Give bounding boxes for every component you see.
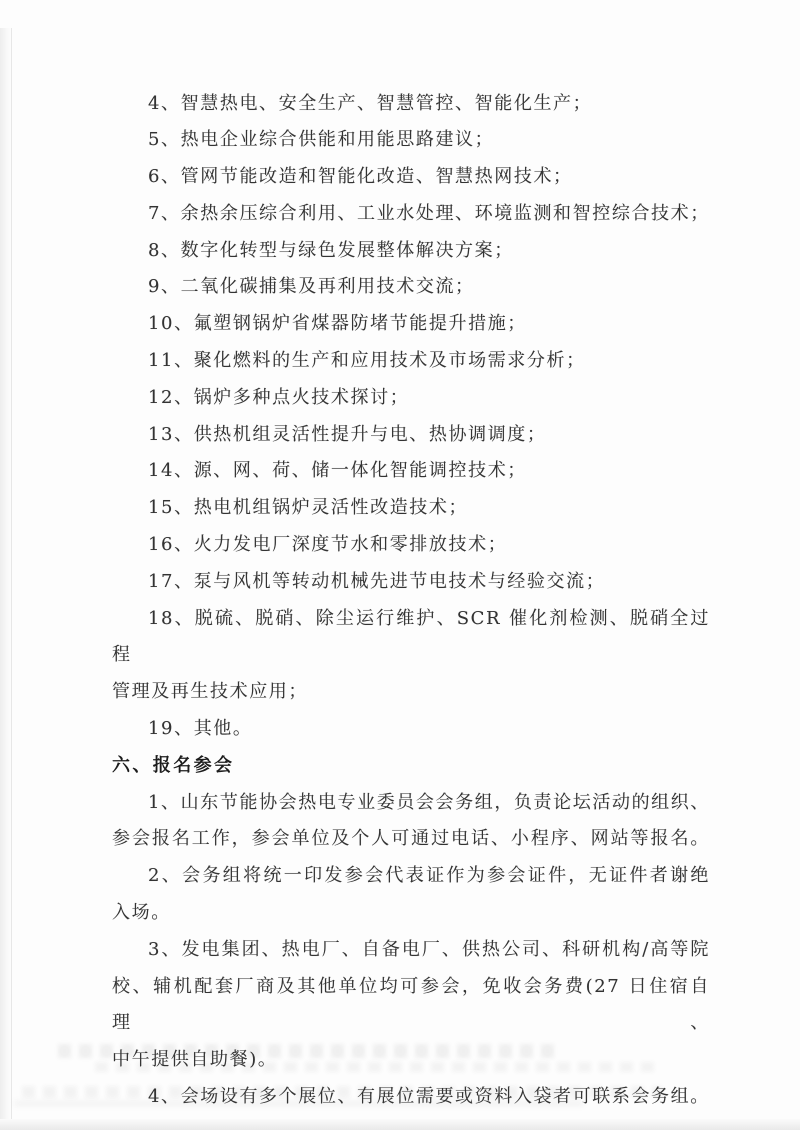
document-line: 中午提供自助餐)。: [112, 1049, 278, 1071]
document-line: 校、辅机配套厂商及其他单位均可参会，免收会务费(27 日住宿自理、: [112, 975, 710, 1034]
document-line: 18、脱硫、脱硝、除尘运行维护、SCR 催化剂检测、脱硝全过程: [112, 607, 710, 666]
document-line: 6、管网节能改造和智能化改造、智慧热网技术；: [148, 166, 573, 188]
document-line: 3、发电集团、热电厂、自备电厂、供热公司、科研机构/高等院: [148, 938, 710, 960]
document-line: 9、二氧化碳捕集及再利用技术交流；: [148, 276, 475, 298]
document-line: 1、山东节能协会热电专业委员会会务组，负责论坛活动的组织、: [148, 791, 710, 813]
scan-edge-left: [0, 28, 12, 1122]
document-line: 17、泵与风机等转动机械先进节电技术与经验交流；: [148, 570, 606, 592]
document-line: 15、热电机组锅炉灵活性改造技术；: [148, 497, 469, 519]
document-line: 入场。: [112, 902, 171, 924]
section-heading: 六、报名参会: [112, 754, 235, 776]
document-line: 8、数字化转型与绿色发展整体解决方案；: [148, 239, 514, 261]
document-line: 4、智慧热电、安全生产、智慧管控、智能化生产；: [148, 92, 593, 114]
document-body: [112, 86, 710, 1116]
document-line: 16、火力发电厂深度节水和零排放技术；: [148, 534, 508, 556]
document-line: 12、锅炉多种点火技术探讨；: [148, 386, 410, 408]
document-line: 19、其他。: [148, 718, 253, 740]
document-line: 参会报名工作，参会单位及个人可通过电话、小程序、网站等报名。: [112, 828, 710, 850]
document-line: 2、会务组将统一印发参会代表证作为参会证件，无证件者谢绝: [148, 865, 710, 887]
document-line: 5、热电企业综合供能和用能思路建议；: [148, 129, 495, 151]
document-line: 10、氟塑钢锅炉省煤器防堵节能提升措施；: [148, 313, 527, 335]
document-line: 管理及再生技术应用；: [112, 681, 308, 703]
document-line: 7、余热余压综合利用、工业水处理、环境监测和智控综合技术；: [148, 202, 710, 224]
document-line: 11、聚化燃料的生产和应用技术及市场需求分析；: [148, 350, 586, 372]
scan-edge-bottom: [0, 1119, 800, 1130]
document-line: 14、源、网、荷、储一体化智能调控技术；: [148, 460, 527, 482]
document-line: 13、供热机组灵活性提升与电、热协调调度；: [148, 423, 547, 445]
document-line: 4、会场设有多个展位、有展位需要或资料入袋者可联系会务组。: [148, 1086, 710, 1108]
